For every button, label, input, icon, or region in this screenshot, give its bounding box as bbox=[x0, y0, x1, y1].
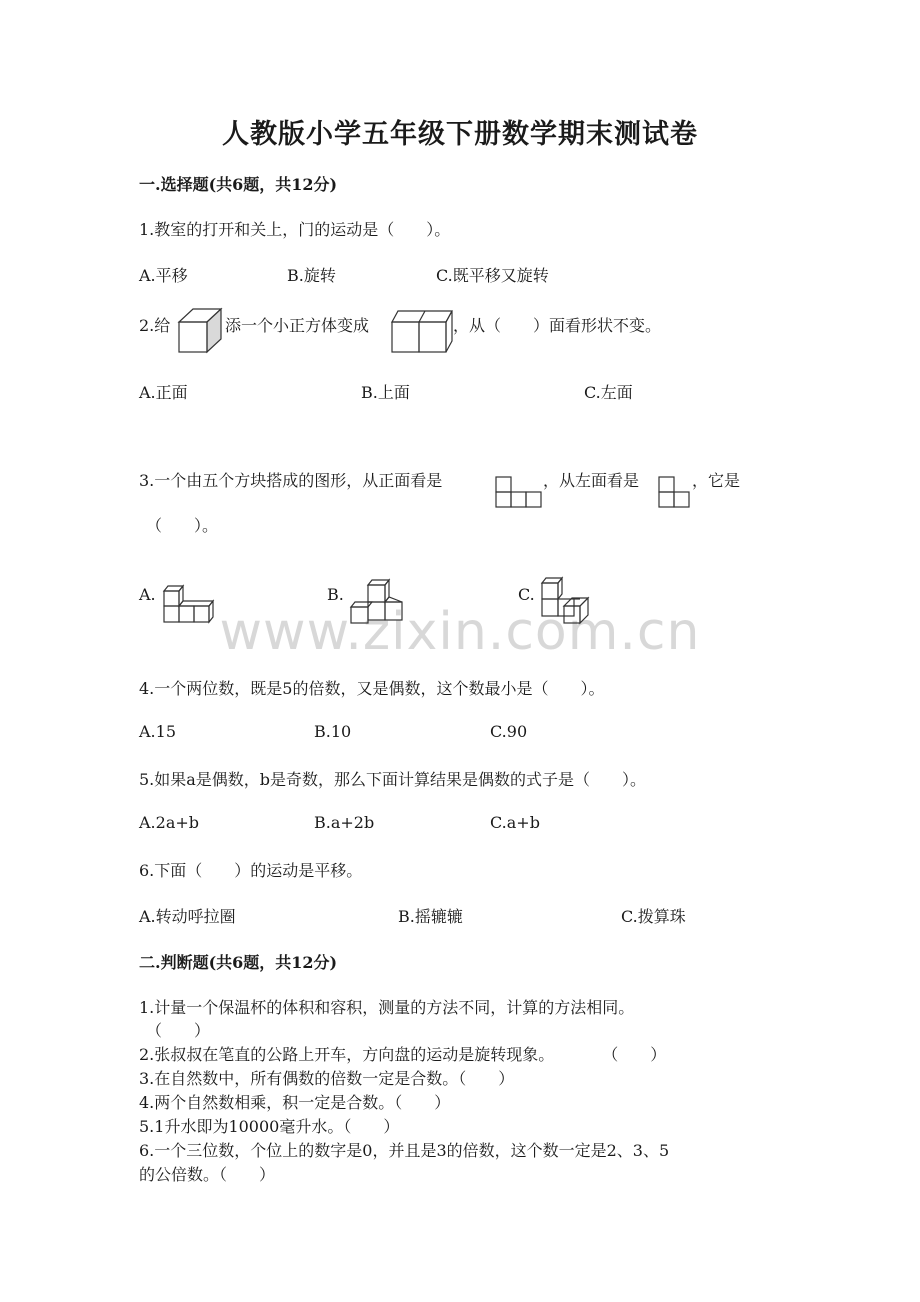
watermark: www.zixin.com.cn bbox=[219, 602, 701, 662]
left-view-figure bbox=[658, 476, 690, 508]
judgment-item-2: 2.张叔叔在笔直的公路上开车，方向盘的运动是旋转现象。 （ ） bbox=[139, 1045, 667, 1064]
single-cube-figure bbox=[177, 305, 223, 355]
q2-option-a: A.正面 bbox=[139, 383, 188, 402]
q2-option-b: B.上面 bbox=[361, 383, 410, 402]
q6-option-c: C.拨算珠 bbox=[621, 907, 686, 926]
q5-option-c: C.a+b bbox=[490, 813, 540, 832]
page-title: 人教版小学五年级下册数学期末测试卷 bbox=[222, 119, 698, 150]
section2-heading: 二.判断题(共6题，共12分) bbox=[139, 953, 338, 972]
q3-option-b: B. bbox=[327, 585, 344, 604]
judgment-item-1-blank: （ ） bbox=[146, 1021, 211, 1040]
question-3-part2: ，从左面看是 bbox=[543, 471, 640, 490]
question-2-part3: ，从（ ）面看形状不变。 bbox=[453, 316, 662, 335]
front-view-figure bbox=[495, 476, 543, 508]
q3-option-a-figure bbox=[162, 582, 214, 624]
question-3-part1: 3.一个由五个方块搭成的图形，从正面看是 bbox=[139, 471, 443, 490]
q1-option-c: C.既平移又旋转 bbox=[436, 266, 549, 285]
question-1: 1.教室的打开和关上，门的运动是（ ）。 bbox=[139, 220, 451, 239]
q3-option-c-figure bbox=[540, 576, 596, 626]
judgment-item-6: 6.一个三位数，个位上的数字是0，并且是3的倍数，这个数一定是2、3、5 bbox=[139, 1141, 670, 1160]
question-3-part3: ，它是 bbox=[692, 471, 741, 490]
question-5: 5.如果a是偶数，b是奇数，那么下面计算结果是偶数的式子是（ ）。 bbox=[139, 770, 647, 789]
q1-option-b: B.旋转 bbox=[287, 266, 336, 285]
q4-option-b: B.10 bbox=[314, 722, 352, 741]
judgment-item-5: 5.1升水即为10000毫升水。（ ） bbox=[139, 1117, 400, 1136]
q2-option-c: C.左面 bbox=[584, 383, 633, 402]
q1-option-a: A.平移 bbox=[139, 266, 188, 285]
section1-heading: 一.选择题(共6题，共12分) bbox=[139, 175, 338, 194]
q3-option-a: A. bbox=[139, 585, 156, 604]
question-2-part1: 2.给 bbox=[139, 316, 171, 335]
question-2-part2: 添一个小正方体变成 bbox=[225, 316, 370, 335]
question-6: 6.下面（ ）的运动是平移。 bbox=[139, 861, 363, 880]
q4-option-a: A.15 bbox=[139, 722, 176, 741]
judgment-item-1: 1.计量一个保温杯的体积和容积，测量的方法不同，计算的方法相同。 bbox=[139, 998, 635, 1017]
q4-option-c: C.90 bbox=[490, 722, 528, 741]
q5-option-b: B.a+2b bbox=[314, 813, 375, 832]
question-4: 4.一个两位数，既是5的倍数，又是偶数，这个数最小是（ ）。 bbox=[139, 679, 605, 698]
question-3-blank: （ ）。 bbox=[146, 516, 219, 535]
judgment-item-6-cont: 的公倍数。（ ） bbox=[139, 1165, 276, 1184]
judgment-item-4: 4.两个自然数相乘，积一定是合数。（ ） bbox=[139, 1093, 451, 1112]
q6-option-b: B.摇辘辘 bbox=[398, 907, 463, 926]
judgment-item-3: 3.在自然数中，所有偶数的倍数一定是合数。（ ） bbox=[139, 1069, 515, 1088]
q6-option-a: A.转动呼拉圈 bbox=[139, 907, 236, 926]
q5-option-a: A.2a+b bbox=[139, 813, 200, 832]
two-cube-figure bbox=[390, 305, 454, 355]
q3-option-c: C. bbox=[518, 585, 535, 604]
q3-option-b-figure bbox=[349, 577, 405, 625]
